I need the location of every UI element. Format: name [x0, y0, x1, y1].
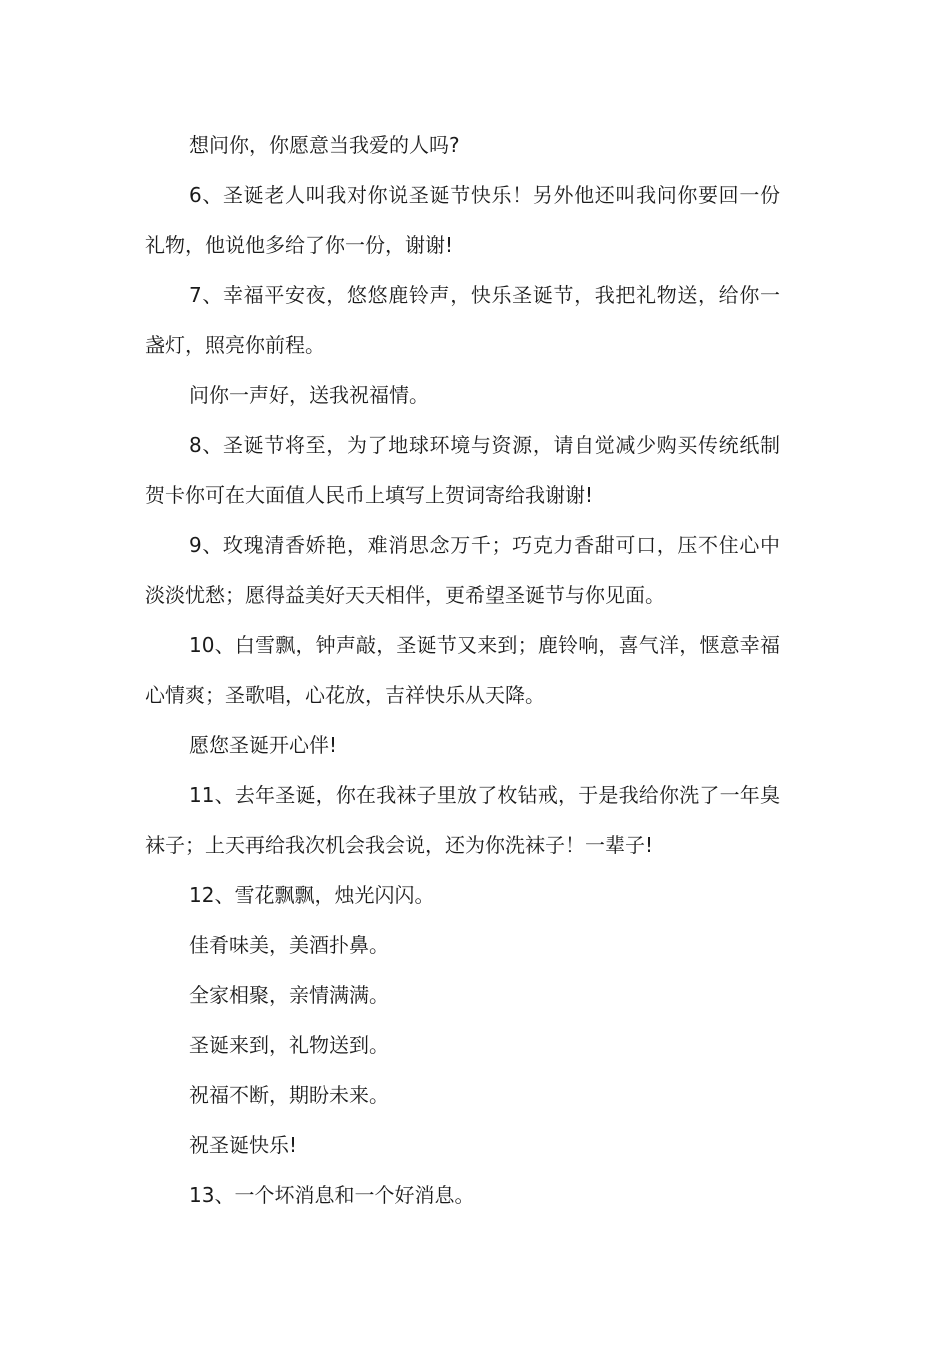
- paragraph: 祝福不断，期盼未来。: [189, 1083, 389, 1107]
- paragraph: 12、雪花飘飘，烛光闪闪。: [189, 883, 435, 907]
- paragraph: 8、圣诞节将至，为了地球环境与资源，请自觉减少购买传统纸制贺卡你可在大面值人民币上填写上贺词寄给我谢谢!: [145, 433, 780, 507]
- paragraph: 佳肴味美，美酒扑鼻。: [189, 933, 389, 957]
- paragraph: 10、白雪飘，钟声敲，圣诞节又来到；鹿铃响，喜气洋，惬意幸福心情爽；圣歌唱，心花放，吉祥快乐从天降。: [145, 633, 780, 707]
- paragraph: 祝圣诞快乐!: [189, 1133, 298, 1157]
- paragraph: 圣诞来到，礼物送到。: [189, 1033, 389, 1057]
- paragraph: 问你一声好，送我祝福情。: [189, 383, 429, 407]
- paragraph: 13、一个坏消息和一个好消息。: [189, 1183, 475, 1207]
- paragraph: 想问你，你愿意当我爱的人吗?: [189, 133, 460, 157]
- paragraph: 全家相聚，亲情满满。: [189, 983, 389, 1007]
- paragraph: 7、幸福平安夜，悠悠鹿铃声，快乐圣诞节，我把礼物送，给你一盏灯，照亮你前程。: [145, 283, 780, 357]
- paragraph: 6、圣诞老人叫我对你说圣诞节快乐！另外他还叫我问你要回一份礼物，他说他多给了你一份，谢谢!: [145, 183, 780, 257]
- document-body: [145, 120, 780, 1220]
- paragraph: 11、去年圣诞，你在我袜子里放了枚钻戒，于是我给你洗了一年臭袜子；上天再给我次机会我会说，还为你洗袜子！一辈子!: [145, 783, 780, 857]
- paragraph: 愿您圣诞开心伴!: [189, 733, 338, 757]
- paragraph: 9、玫瑰清香娇艳，难消思念万千；巧克力香甜可口，压不住心中淡淡忧愁；愿得益美好天天相伴，更希望圣诞节与你见面。: [145, 533, 780, 607]
